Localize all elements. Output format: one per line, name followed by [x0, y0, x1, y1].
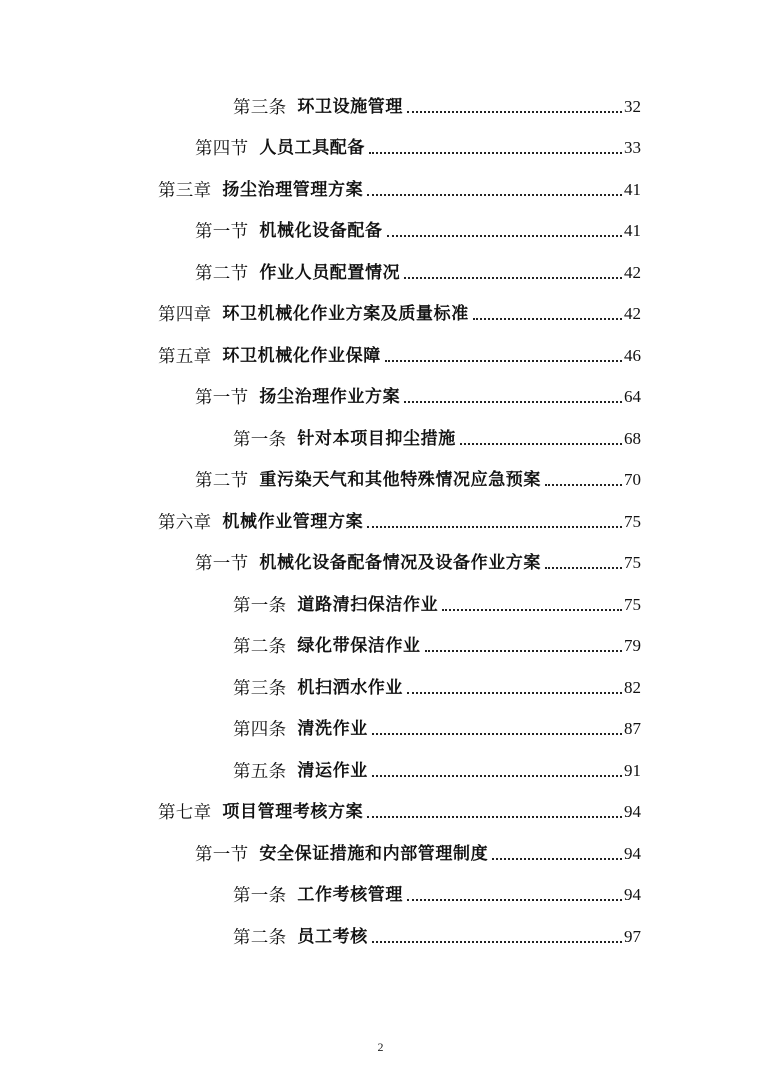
toc-entry-number: 第二节	[195, 263, 249, 283]
toc-entry-page: 97	[624, 927, 641, 946]
toc-entry[interactable]	[233, 752, 641, 782]
toc-entry[interactable]	[233, 586, 641, 616]
dot-leader	[460, 443, 622, 445]
dot-leader	[369, 152, 622, 154]
toc-entry-title: 扬尘治理管理方案	[222, 180, 364, 200]
dot-leader	[407, 899, 622, 901]
toc-entry[interactable]	[195, 212, 641, 242]
toc-entry-page: 41	[624, 180, 641, 199]
toc-entry-title: 机械化设备配备情况及设备作业方案	[259, 553, 542, 573]
toc-entry-page: 68	[624, 429, 641, 448]
toc-entry-title: 针对本项目抑尘措施	[297, 429, 456, 449]
toc-entry-page: 42	[624, 263, 641, 282]
toc-entry-page: 41	[624, 221, 641, 240]
toc-entry[interactable]	[158, 337, 641, 367]
toc-entry-number: 第四章	[158, 304, 212, 324]
toc-entry-page: 75	[624, 595, 641, 614]
toc-entry[interactable]	[233, 88, 641, 118]
toc-entry-number: 第一节	[195, 553, 249, 573]
toc-entry-number: 第一条	[233, 885, 287, 905]
toc-entry-number: 第二条	[233, 636, 287, 656]
toc-entry-page: 94	[624, 802, 641, 821]
toc-entry-title: 工作考核管理	[297, 885, 404, 905]
dot-leader	[407, 692, 622, 694]
toc-entry-number: 第一节	[195, 387, 249, 407]
toc-entry-title: 项目管理考核方案	[222, 802, 364, 822]
dot-leader	[372, 775, 622, 777]
toc-entry[interactable]	[158, 171, 641, 201]
toc-entry-title: 环卫设施管理	[297, 97, 404, 117]
dot-leader	[407, 111, 622, 113]
toc-entry-title: 人员工具配备	[259, 138, 366, 158]
toc-entry-page: 32	[624, 97, 641, 116]
toc-entry-title: 机械作业管理方案	[222, 512, 364, 532]
dot-leader	[473, 318, 622, 320]
dot-leader	[385, 360, 622, 362]
toc-entry[interactable]	[195, 835, 641, 865]
toc-entry-number: 第一节	[195, 221, 249, 241]
toc-entry[interactable]	[195, 544, 641, 574]
dot-leader	[492, 858, 622, 860]
toc-entry-page: 75	[624, 553, 641, 572]
toc-entry-page: 82	[624, 678, 641, 697]
toc-entry-title: 清洗作业	[297, 719, 368, 739]
dot-leader	[545, 484, 622, 486]
toc-entry-number: 第一条	[233, 595, 287, 615]
toc-entry[interactable]	[195, 378, 641, 408]
toc-entry-page: 75	[624, 512, 641, 531]
toc-entry-number: 第五条	[233, 761, 287, 781]
toc-entry-title: 环卫机械化作业方案及质量标准	[222, 304, 469, 324]
toc-entry-title: 环卫机械化作业保障	[222, 346, 381, 366]
toc-entry-title: 机扫洒水作业	[297, 678, 404, 698]
toc-entry-page: 64	[624, 387, 641, 406]
toc-entry-number: 第一节	[195, 844, 249, 864]
toc-entry-title: 安全保证措施和内部管理制度	[259, 844, 489, 864]
toc-entry-title: 员工考核	[297, 927, 368, 947]
toc-entry-title: 道路清扫保洁作业	[297, 595, 439, 615]
toc-entry-page: 94	[624, 844, 641, 863]
toc-entry[interactable]	[195, 254, 641, 284]
toc-entry-number: 第三章	[158, 180, 212, 200]
toc-entry-page: 79	[624, 636, 641, 655]
toc-entry-number: 第三条	[233, 678, 287, 698]
dot-leader	[545, 567, 622, 569]
toc-entry-title: 扬尘治理作业方案	[259, 387, 401, 407]
toc-entry-number: 第二节	[195, 470, 249, 490]
toc-entry[interactable]	[158, 793, 641, 823]
dot-leader	[367, 816, 622, 818]
toc-entry[interactable]	[158, 503, 641, 533]
toc-entry-page: 33	[624, 138, 641, 157]
toc-entry-number: 第七章	[158, 802, 212, 822]
toc-entry-number: 第一条	[233, 429, 287, 449]
dot-leader	[387, 235, 622, 237]
dot-leader	[425, 650, 622, 652]
toc-entry-number: 第三条	[233, 97, 287, 117]
toc-entry-number: 第四条	[233, 719, 287, 739]
toc-entry-number: 第五章	[158, 346, 212, 366]
toc-entry-title: 清运作业	[297, 761, 368, 781]
toc-entry-page: 46	[624, 346, 641, 365]
toc-entry-number: 第六章	[158, 512, 212, 532]
dot-leader	[404, 277, 622, 279]
toc-entry-title: 重污染天气和其他特殊情况应急预案	[259, 470, 542, 490]
toc-entry-title: 机械化设备配备	[259, 221, 383, 241]
toc-entry[interactable]	[233, 627, 641, 657]
toc-entry-page: 42	[624, 304, 641, 323]
toc-entry[interactable]	[233, 669, 641, 699]
toc-entry-number: 第四节	[195, 138, 249, 158]
toc-entry[interactable]	[195, 129, 641, 159]
toc-entry-number: 第二条	[233, 927, 287, 947]
dot-leader	[372, 941, 622, 943]
toc-entry[interactable]	[158, 295, 641, 325]
dot-leader	[367, 194, 622, 196]
toc-entry-title: 绿化带保洁作业	[297, 636, 421, 656]
toc-entry-page: 91	[624, 761, 641, 780]
dot-leader	[442, 609, 622, 611]
dot-leader	[372, 733, 622, 735]
toc-entry[interactable]	[233, 420, 641, 450]
dot-leader	[404, 401, 622, 403]
toc-entry[interactable]	[233, 918, 641, 948]
toc-entry-page: 70	[624, 470, 641, 489]
dot-leader	[367, 526, 622, 528]
toc-entry-page: 87	[624, 719, 641, 738]
toc-entry[interactable]	[233, 876, 641, 906]
toc-entry-title: 作业人员配置情况	[259, 263, 401, 283]
toc-entry[interactable]	[233, 710, 641, 740]
toc-entry-page: 94	[624, 885, 641, 904]
page-number: 2	[377, 1040, 384, 1054]
toc-entry[interactable]	[195, 461, 641, 491]
